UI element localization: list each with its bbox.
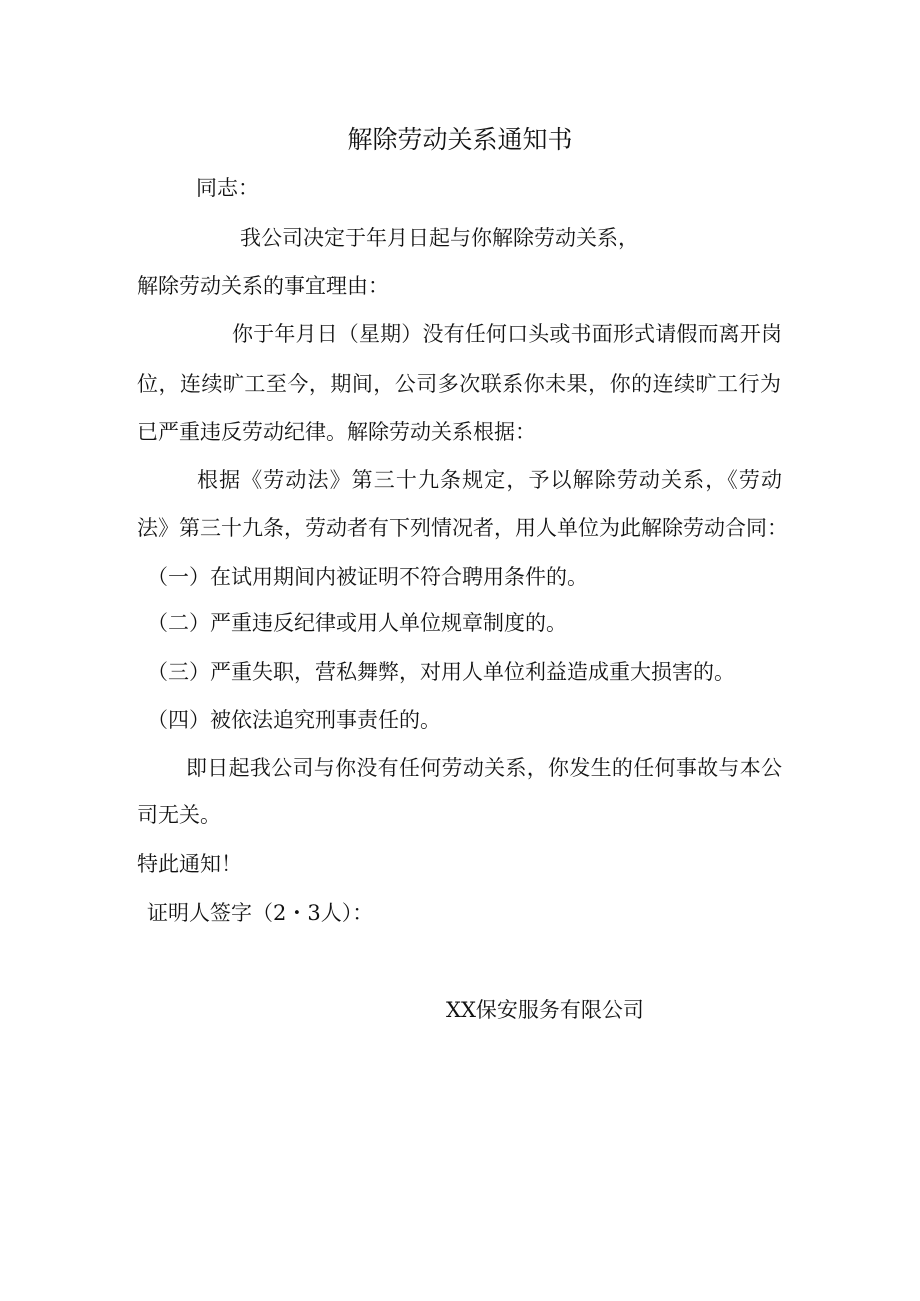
document-title: 解除劳动关系通知书 bbox=[347, 125, 573, 154]
basis-line-2: 法》第三十九条，劳动者有下列情况者，用人单位为此解除劳动合同： bbox=[137, 516, 788, 540]
reason-heading: 解除劳动关系的事宜理由： bbox=[137, 274, 389, 298]
reason-line-3: 已严重违反劳动纪律。解除劳动关系根据： bbox=[137, 420, 536, 444]
clause-4: （四）被依法追究刑事责任的。 bbox=[147, 708, 441, 732]
closing-text: 特此通知！ bbox=[137, 852, 242, 876]
clause-3: （三）严重失职，营私舞弊，对用人单位利益造成重大损害的。 bbox=[147, 660, 735, 684]
intro-paragraph: 我公司决定于年月日起与你解除劳动关系， bbox=[240, 226, 639, 250]
basis-line-1: 根据《劳动法》第三十九条规定，予以解除劳动关系，《劳动 bbox=[197, 468, 782, 492]
reason-line-1: 你于年月日（星期）没有任何口头或书面形式请假而离开岗 bbox=[232, 322, 782, 346]
reason-line-2: 位，连续旷工至今，期间，公司多次联系你未果，你的连续旷工行为 bbox=[137, 372, 781, 396]
effect-line-2: 司无关。 bbox=[137, 803, 221, 827]
clause-2: （二）严重违反纪律或用人单位规章制度的。 bbox=[147, 611, 567, 635]
effect-line-1: 即日起我公司与你没有任何劳动关系，你发生的任何事故与本公 bbox=[186, 756, 782, 780]
witness-signature-label: 证明人签字（2・3人）： bbox=[147, 901, 374, 925]
salutation: 同志： bbox=[196, 176, 259, 200]
company-name: XX保安服务有限公司 bbox=[446, 998, 644, 1022]
clause-1: （一）在试用期间内被证明不符合聘用条件的。 bbox=[147, 565, 588, 589]
